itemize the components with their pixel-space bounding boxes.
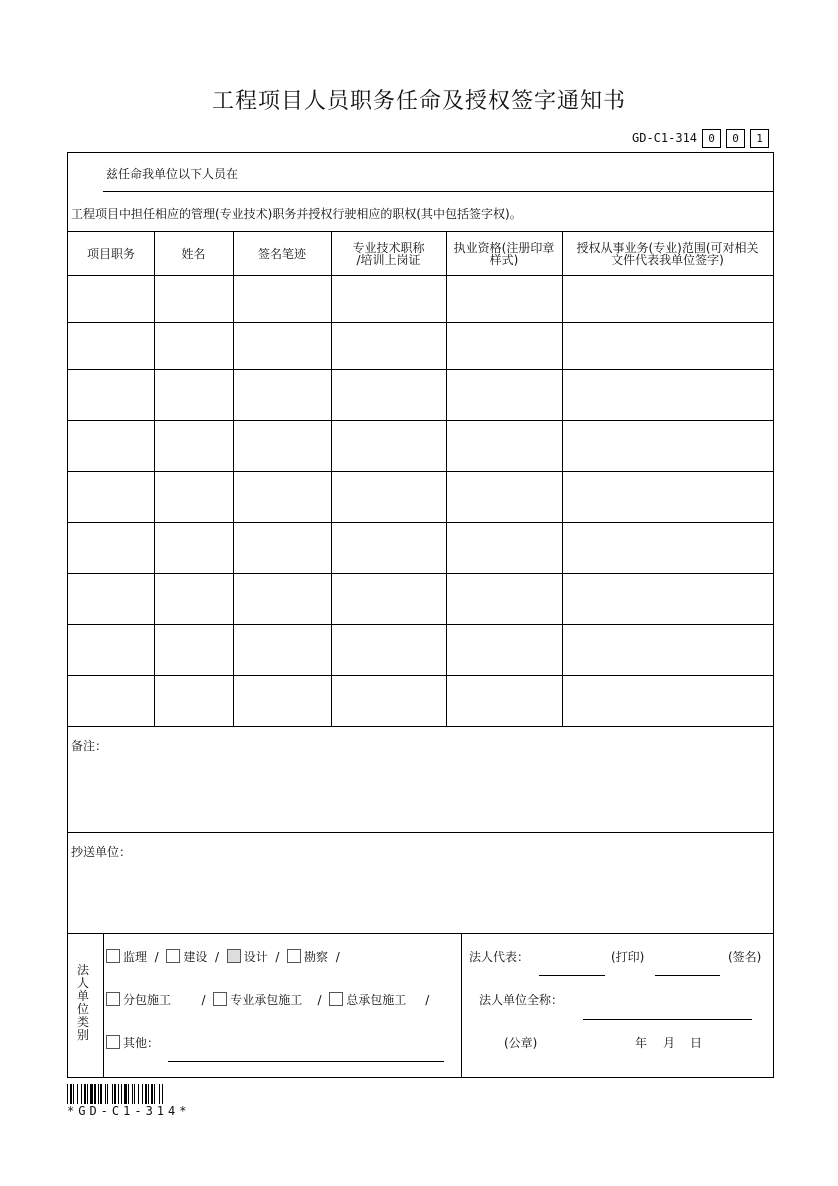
construction-owner-label: 建设 xyxy=(183,950,208,964)
notice-form xyxy=(67,152,774,1078)
barcode-bar xyxy=(98,1084,99,1104)
barcode-bar xyxy=(112,1084,113,1104)
barcode-bar xyxy=(94,1084,96,1104)
form-code-box-3[interactable]: 1 xyxy=(750,129,769,148)
construction-owner-checkbox[interactable] xyxy=(166,949,180,963)
design-option[interactable] xyxy=(227,950,268,964)
header-title-line-2: /培训上岗证 xyxy=(356,252,421,267)
form-code-box-1[interactable]: 0 xyxy=(702,129,721,148)
header-scope-line-2: 文件代表我单位签字) xyxy=(611,252,724,267)
survey-checkbox[interactable] xyxy=(287,949,301,963)
header-qualification-line-2: 样式) xyxy=(489,252,519,267)
form-code xyxy=(632,128,769,148)
barcode-bar xyxy=(132,1084,133,1104)
subcontract-label: 分包施工 xyxy=(123,993,172,1007)
barcode-bar xyxy=(148,1084,149,1104)
legal-rep-label: 法人代表： xyxy=(469,950,530,964)
intro-line-2: 工程项目中担任相应的管理(专业技术)职务并授权行驶相应的职权(其中包括签字权)。 xyxy=(71,207,522,221)
separator: / xyxy=(335,950,340,964)
header-scope-line-1: 授权从事业务(专业)范围(可对相关 xyxy=(576,240,759,255)
header-title-line-1: 专业技术职称 xyxy=(352,240,425,255)
barcode-bar xyxy=(105,1084,106,1104)
separator: / xyxy=(154,950,159,964)
barcode-text: *GD-C1-314* xyxy=(67,1104,191,1118)
barcode-bar xyxy=(142,1084,143,1104)
separator: / xyxy=(275,950,280,964)
header-title xyxy=(331,232,446,275)
barcode-bar xyxy=(90,1084,93,1104)
header-scope xyxy=(562,232,773,275)
document-title: 工程项目人员职务任命及授权签字通知书 xyxy=(211,89,626,114)
table-column-divider xyxy=(331,232,332,726)
barcode-bar xyxy=(81,1084,82,1104)
barcode-bar xyxy=(159,1084,160,1104)
header-name-label: 姓名 xyxy=(181,246,206,261)
cc-field[interactable] xyxy=(68,859,773,933)
barcode-bar xyxy=(151,1084,153,1104)
barcode-bar xyxy=(100,1084,102,1104)
unit-name-label: 法人单位全称： xyxy=(479,993,564,1007)
barcode-image xyxy=(67,1084,211,1104)
project-name-underline[interactable] xyxy=(103,191,773,192)
specialty-contract-checkbox[interactable] xyxy=(213,992,227,1006)
sign-label: (签名) xyxy=(728,950,762,964)
category-label-divider xyxy=(103,933,104,1077)
barcode-bar xyxy=(124,1084,127,1104)
barcode-bar xyxy=(121,1084,122,1104)
separator: / xyxy=(201,993,206,1007)
table-column-divider xyxy=(562,232,563,726)
print-label: (打印) xyxy=(611,950,645,964)
table-row-divider xyxy=(68,675,773,676)
separator: / xyxy=(425,993,430,1007)
table-row-divider xyxy=(68,471,773,472)
category-row-1 xyxy=(106,948,340,965)
category-row-2 xyxy=(106,991,429,1008)
header-qualification xyxy=(446,232,562,275)
design-checkbox[interactable] xyxy=(227,949,241,963)
survey-label: 勘察 xyxy=(304,950,329,964)
barcode-bar xyxy=(145,1084,147,1104)
barcode-bar xyxy=(154,1084,155,1104)
form-code-box-2[interactable]: 0 xyxy=(726,129,745,148)
barcode-bar xyxy=(73,1084,74,1104)
separator: / xyxy=(215,950,220,964)
table-column-divider xyxy=(446,232,447,726)
subcontract-checkbox[interactable] xyxy=(106,992,120,1006)
table-column-divider xyxy=(233,232,234,726)
subcontract-option[interactable] xyxy=(106,993,171,1007)
date-day: 日 xyxy=(690,1036,703,1050)
remarks-label: 备注： xyxy=(71,739,108,753)
table-column-divider xyxy=(154,232,155,726)
table-row-divider xyxy=(68,420,773,421)
category-vertical-label: 法人单位类别 xyxy=(76,963,89,1042)
specialty-contract-option[interactable] xyxy=(213,993,302,1007)
other-checkbox[interactable] xyxy=(106,1035,120,1049)
other-label: 其他： xyxy=(123,1036,160,1050)
table-row-divider xyxy=(68,275,773,276)
other-input-underline[interactable] xyxy=(168,1061,444,1062)
table-bottom-line xyxy=(68,726,773,727)
barcode-bar xyxy=(114,1084,116,1104)
header-name xyxy=(154,232,233,275)
barcode-bar xyxy=(84,1084,86,1104)
header-signature xyxy=(233,232,331,275)
supervision-checkbox[interactable] xyxy=(106,949,120,963)
remarks-field[interactable] xyxy=(68,753,773,831)
barcode-bar xyxy=(87,1084,88,1104)
supervision-label: 监理 xyxy=(123,950,148,964)
intro-line-1: 兹任命我单位以下人员在 xyxy=(106,167,239,181)
barcode-bar xyxy=(138,1084,139,1104)
design-label: 设计 xyxy=(243,950,268,964)
barcode-bar xyxy=(134,1084,135,1104)
barcode-bar xyxy=(77,1084,78,1104)
unit-name-underline[interactable] xyxy=(583,1019,752,1020)
table-row-divider xyxy=(68,522,773,523)
header-signature-label: 签名笔迹 xyxy=(257,246,306,261)
table-row-divider xyxy=(68,624,773,625)
header-qualification-line-1: 执业资格(注册印章 xyxy=(453,240,555,255)
table-row-divider xyxy=(68,573,773,574)
seal-label: (公章) xyxy=(504,1036,538,1050)
legal-rep-print-underline[interactable] xyxy=(539,975,605,976)
header-position-label: 项目职务 xyxy=(86,246,135,261)
divider xyxy=(68,832,773,833)
header-position xyxy=(68,232,154,275)
construction-owner-option[interactable] xyxy=(166,950,207,964)
supervision-option[interactable] xyxy=(106,950,147,964)
barcode-bar xyxy=(162,1084,163,1104)
barcode-bar xyxy=(67,1084,68,1104)
barcode-bar xyxy=(118,1084,119,1104)
table-row-divider xyxy=(68,322,773,323)
barcode-bar xyxy=(70,1084,72,1104)
form-code-prefix: GD-C1-314 xyxy=(632,131,698,145)
general-contract-option[interactable] xyxy=(329,993,406,1007)
general-contract-label: 总承包施工 xyxy=(346,993,407,1007)
table-row-divider xyxy=(68,369,773,370)
separator: / xyxy=(317,993,322,1007)
other-option[interactable] xyxy=(106,1034,159,1051)
date-month: 月 xyxy=(663,1036,676,1050)
legal-section-divider xyxy=(461,933,462,1077)
date-year: 年 xyxy=(635,1036,648,1050)
survey-option[interactable] xyxy=(287,950,328,964)
divider xyxy=(68,933,773,934)
general-contract-checkbox[interactable] xyxy=(329,992,343,1006)
barcode-bar xyxy=(128,1084,129,1104)
legal-rep-sign-underline[interactable] xyxy=(655,975,720,976)
cc-label: 抄送单位： xyxy=(71,845,132,859)
barcode-bar xyxy=(107,1084,108,1104)
specialty-contract-label: 专业承包施工 xyxy=(230,993,303,1007)
